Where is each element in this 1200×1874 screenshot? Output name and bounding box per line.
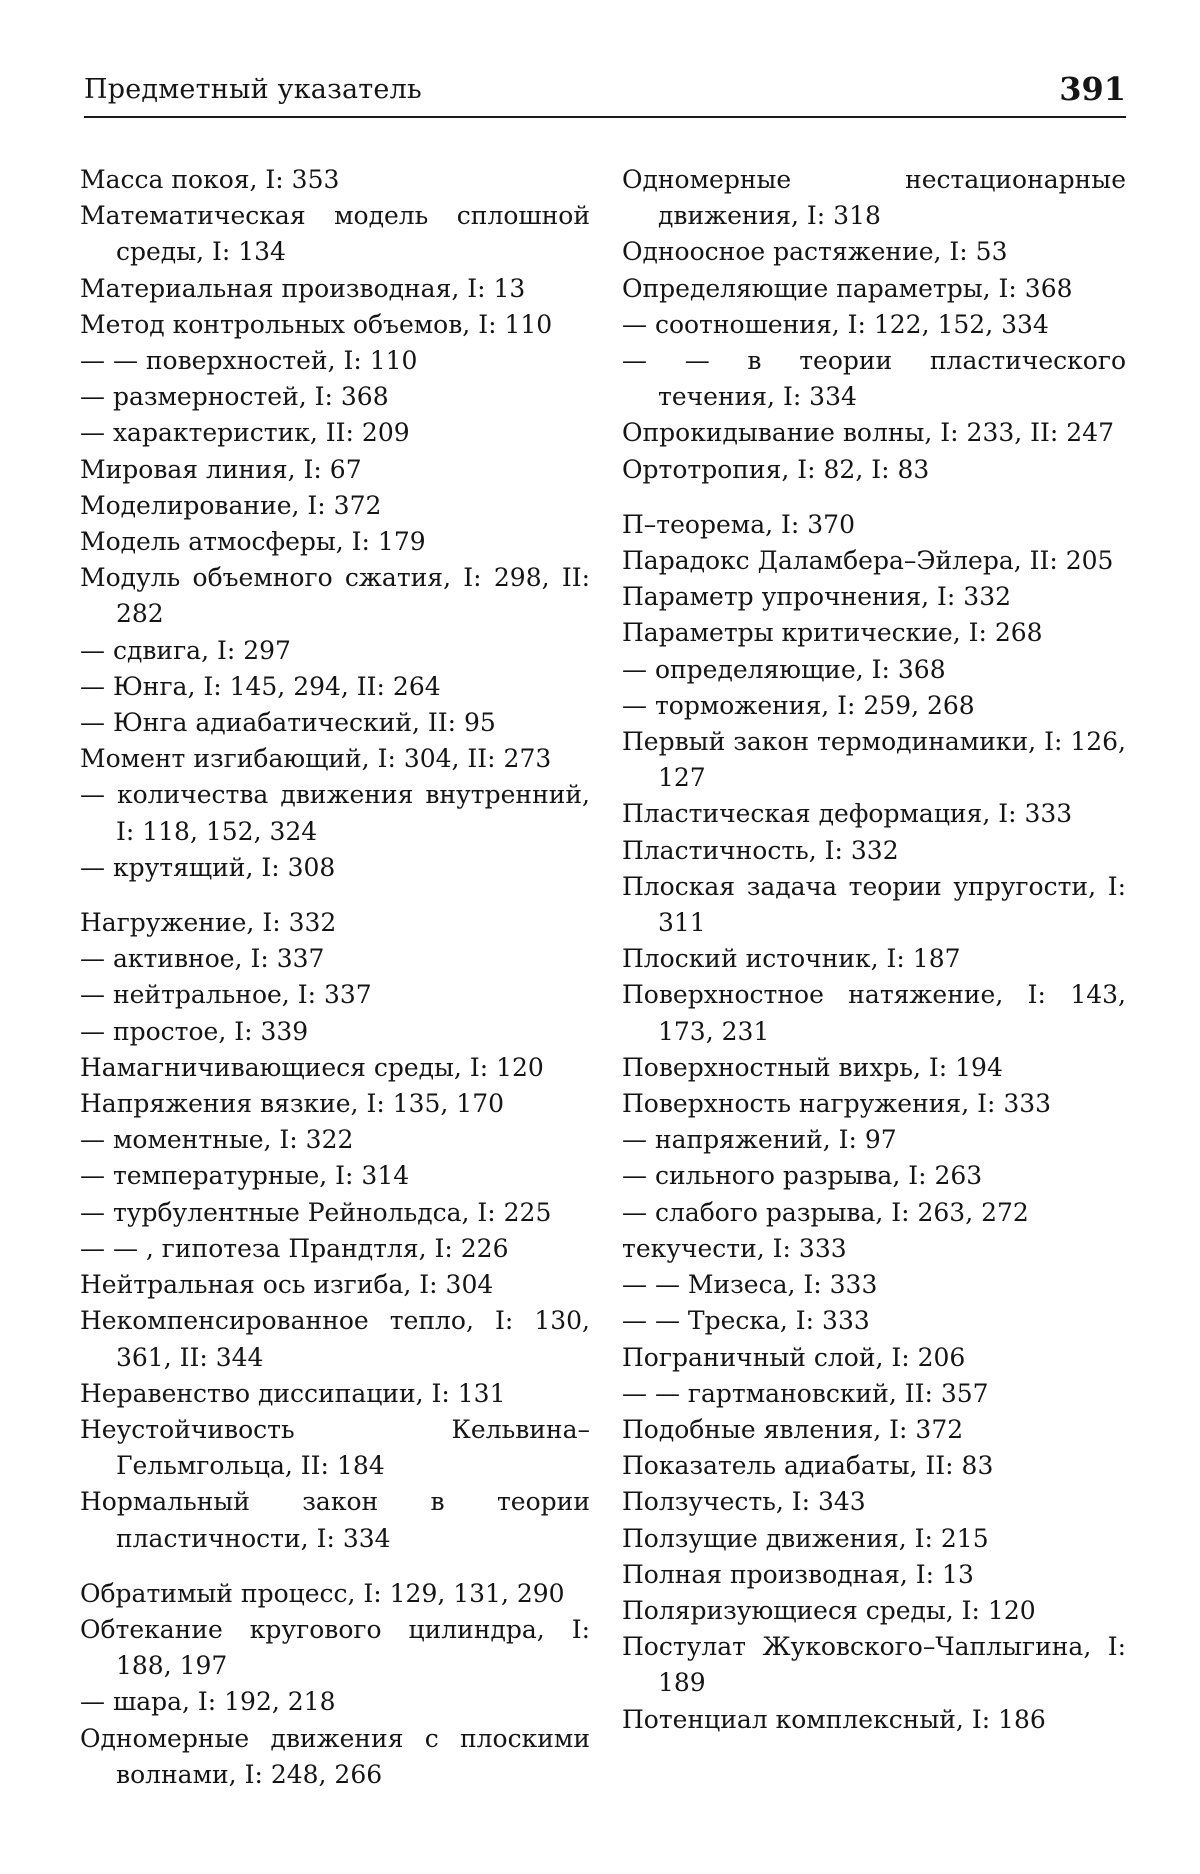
- index-entry: Неустойчивость Кельвина–Гельмгольца, II: 184: [80, 1414, 590, 1481]
- index-entry: — — , гипотеза Прандтля, I: 226: [80, 1233, 509, 1263]
- running-header: [84, 70, 1126, 118]
- index-entry: — определяющие, I: 368: [622, 654, 946, 684]
- index-entry: Материальная производная, I: 13: [80, 273, 526, 303]
- index-group: [622, 507, 1126, 1738]
- index-entry: — активное, I: 337: [80, 944, 325, 974]
- index-entry: Ползущие движения, I: 215: [622, 1523, 989, 1553]
- index-entry: — соотношения, I: 122, 152, 334: [622, 309, 1049, 339]
- index-entry: Опрокидывание волны, I: 233, II: 247: [622, 418, 1114, 448]
- index-entry: Параметры критические, I: 268: [622, 618, 1043, 648]
- index-entry: — сильного разрыва, I: 263: [622, 1161, 983, 1191]
- index-entry: Ползучесть, I: 343: [622, 1487, 866, 1517]
- index-entry: — характеристик, II: 209: [80, 418, 410, 448]
- index-entry: Подобные явления, I: 372: [622, 1414, 964, 1444]
- index-entry: Масса покоя, I: 353: [80, 165, 340, 194]
- index-entry: Полная производная, I: 13: [622, 1559, 974, 1589]
- index-entry: П–теорема, I: 370: [622, 509, 855, 539]
- index-entry: Пластическая деформация, I: 333: [622, 799, 1073, 829]
- index-group: [80, 1576, 590, 1793]
- index-entry: текучести, I: 333: [622, 1233, 847, 1263]
- index-entry: Некомпенсированное тепло, I: 130, 361, II: 344: [80, 1306, 590, 1372]
- index-entry: Нормальный закон в теории пластичности, I: 334: [80, 1487, 590, 1553]
- index-entry: Параметр упрочнения, I: 332: [622, 582, 1012, 612]
- index-entry: Одномерные движения с плоскими волнами, I: 248, 266: [80, 1723, 590, 1789]
- index-entry: Момент изгибающий, I: 304, II: 273: [80, 744, 552, 774]
- group-gap: [622, 488, 1126, 507]
- index-entry: Плоская задача теории упругости, I: 311: [622, 871, 1126, 938]
- index-entry: — простое, I: 339: [80, 1016, 309, 1046]
- right-column: [622, 162, 1126, 1738]
- index-entry: — моментные, I: 322: [80, 1125, 354, 1155]
- index-entry: — напряжений, I: 97: [622, 1125, 897, 1155]
- index-entry: Модель атмосферы, I: 179: [80, 527, 426, 557]
- page-number: 391: [1059, 70, 1126, 108]
- index-entry: Нагружение, I: 332: [80, 908, 337, 938]
- index-entry: — — в теории пластического течения, I: 334: [622, 346, 1126, 412]
- index-entry: Неравенство диссипации, I: 131: [80, 1378, 506, 1408]
- index-entry: Поверхность нагружения, I: 333: [622, 1089, 1052, 1119]
- index-entry: Ортотропия, I: 82, I: 83: [622, 454, 930, 484]
- index-entry: — крутящий, I: 308: [80, 852, 336, 882]
- index-entry: — сдвига, I: 297: [80, 635, 291, 665]
- index-entry: — Юнга, I: 145, 294, II: 264: [80, 671, 441, 701]
- index-entry: Обратимый процесс, I: 129, 131, 290: [80, 1578, 565, 1608]
- index-entry: — турбулентные Рейнольдса, I: 225: [80, 1197, 552, 1227]
- index-entry: Намагничивающиеся среды, I: 120: [80, 1052, 544, 1082]
- left-column: [80, 162, 590, 1793]
- index-entry: Метод контрольных объемов, I: 110: [80, 309, 553, 339]
- index-entry: — торможения, I: 259, 268: [622, 690, 975, 720]
- index-entry: — размерностей, I: 368: [80, 382, 389, 412]
- index-entry: Моделирование, I: 372: [80, 490, 382, 520]
- index-entry: Одномерные нестационарные движения, I: 318: [622, 165, 1126, 231]
- index-entry: Показатель адиабаты, II: 83: [622, 1451, 994, 1481]
- index-entry: — слабого разрыва, I: 263, 272: [622, 1197, 1029, 1227]
- group-gap: [80, 1557, 590, 1576]
- index-entry: Напряжения вязкие, I: 135, 170: [80, 1089, 505, 1119]
- index-entry: Поляризующиеся среды, I: 120: [622, 1595, 1036, 1625]
- index-entry: Одноосное растяжение, I: 53: [622, 237, 1008, 267]
- index-entry: Нейтральная ось изгиба, I: 304: [80, 1270, 494, 1300]
- index-entry: Пограничный слой, I: 206: [622, 1342, 966, 1372]
- index-group: [80, 162, 590, 886]
- index-entry: — Юнга адиабатический, II: 95: [80, 708, 496, 738]
- index-entry: Парадокс Даламбера–Эйлера, II: 205: [622, 546, 1114, 576]
- index-entry: Модуль объемного сжатия, I: 298, II: 282: [80, 563, 590, 629]
- index-entry: — шара, I: 192, 218: [80, 1687, 336, 1717]
- index-entry: — температурные, I: 314: [80, 1161, 410, 1191]
- index-entry: Пластичность, I: 332: [622, 835, 899, 865]
- index-entry: — — гартмановский, II: 357: [622, 1378, 989, 1408]
- index-entry: — — Треска, I: 333: [622, 1306, 870, 1336]
- index-entry: — — поверхностей, I: 110: [80, 346, 418, 376]
- index-group: [622, 162, 1126, 488]
- index-entry: Мировая линия, I: 67: [80, 454, 362, 484]
- group-gap: [80, 886, 590, 905]
- index-entry: — количества движения внутренний, I: 118, 152, 324: [80, 780, 590, 846]
- index-entry: Поверхностное натяжение, I: 143, 173, 231: [622, 980, 1126, 1046]
- index-entry: — — Мизеса, I: 333: [622, 1270, 878, 1300]
- index-entry: Определяющие параметры, I: 368: [622, 273, 1073, 303]
- index-entry: Постулат Жуковского–Чаплыгина, I: 189: [622, 1632, 1126, 1698]
- index-entry: Первый закон термодинамики, I: 126, 127: [622, 727, 1126, 793]
- index-entry: Поверхностный вихрь, I: 194: [622, 1052, 1003, 1082]
- header-title: Предметный указатель: [84, 74, 422, 105]
- index-entry: Обтекание кругового цилиндра, I: 188, 197: [80, 1614, 590, 1681]
- index-entry: Плоский источник, I: 187: [622, 944, 961, 974]
- index-entry: — нейтральное, I: 337: [80, 980, 372, 1010]
- index-entry: Потенциал комплексный, I: 186: [622, 1704, 1046, 1734]
- index-entry: Математическая модель сплошной среды, I: 134: [80, 201, 590, 267]
- index-group: [80, 905, 590, 1557]
